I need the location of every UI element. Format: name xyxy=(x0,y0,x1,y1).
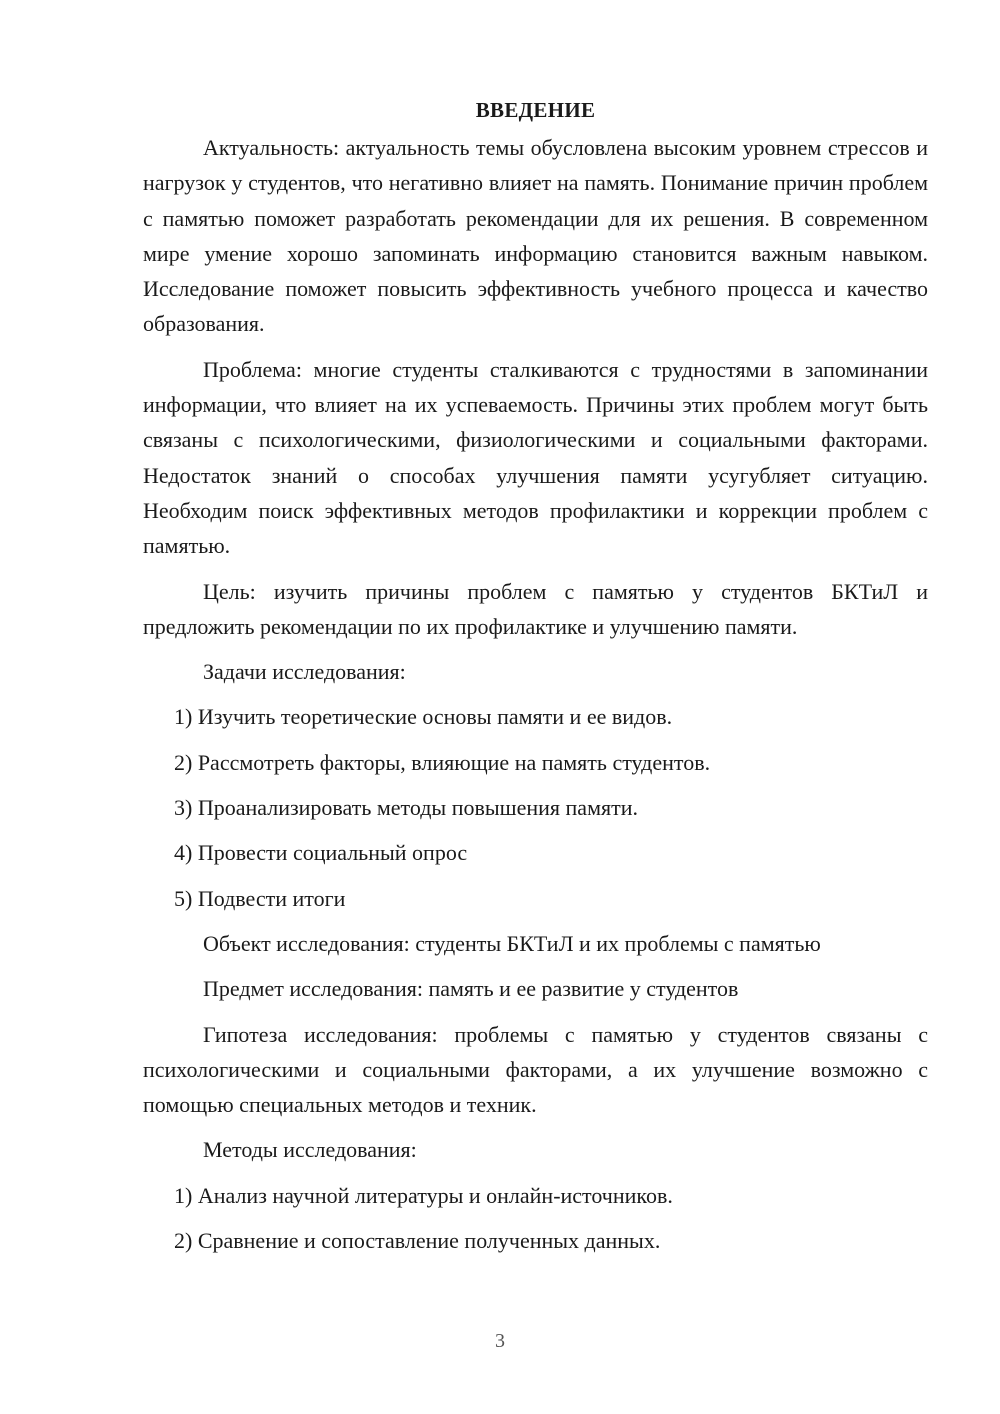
tasks-heading: Задачи исследования: xyxy=(203,659,406,685)
task-item: 2) Рассмотреть факторы, влияющие на память студентов. xyxy=(174,749,711,775)
hypothesis-paragraph: Гипотеза исследования: проблемы с памятью у студентов связаны с психологическими и социальными факторами, а их улучшение возможно с помощью специальных методов и техник. xyxy=(143,1021,928,1118)
relevance-paragraph: Актуальность: актуальность темы обусловлена высоким уровнем стрессов и нагрузок у студентов, что негативно влияет на память. Понимание причин проблем с памятью поможет разработать рекомендации для их решения. В современном мире умение хорошо запоминать информацию становится важным навыком. Исследование поможет повысить эффективность учебного процесса и качество образования. xyxy=(143,135,928,337)
goal-paragraph: Цель: изучить причины проблем с памятью у студентов БКТиЛ и предложить рекомендации по их профилактике и улучшению памяти. xyxy=(143,578,928,639)
task-item: 1) Изучить теоретические основы памяти и ее видов. xyxy=(174,704,673,730)
page-number: 3 xyxy=(495,1330,505,1352)
method-item: 2) Сравнение и сопоставление полученных данных. xyxy=(174,1228,661,1254)
object-line: Объект исследования: студенты БКТиЛ и их проблемы с памятью xyxy=(203,930,821,956)
problem-paragraph: Проблема: многие студенты сталкиваются с трудностями в запоминании информации, что влияет на их успеваемость. Причины этих проблем могут быть связаны с психологическими, физиологическими и социальными факторами. Недостаток знаний о способах улучшения памяти усугубляет ситуацию. Необходим поиск эффективных методов профилактики и коррекции проблем с памятью. xyxy=(143,356,928,559)
section-title: ВВЕДЕНИЕ xyxy=(475,98,596,122)
task-item: 4) Провести социальный опрос xyxy=(174,840,468,866)
subject-line: Предмет исследования: память и ее развитие у студентов xyxy=(203,976,739,1002)
task-item: 5) Подвести итоги xyxy=(174,885,346,911)
document-page xyxy=(143,92,928,1268)
methods-heading: Методы исследования: xyxy=(203,1137,417,1163)
method-item: 1) Анализ научной литературы и онлайн-источников. xyxy=(174,1182,673,1208)
task-item: 3) Проанализировать методы повышения памяти. xyxy=(174,795,638,821)
